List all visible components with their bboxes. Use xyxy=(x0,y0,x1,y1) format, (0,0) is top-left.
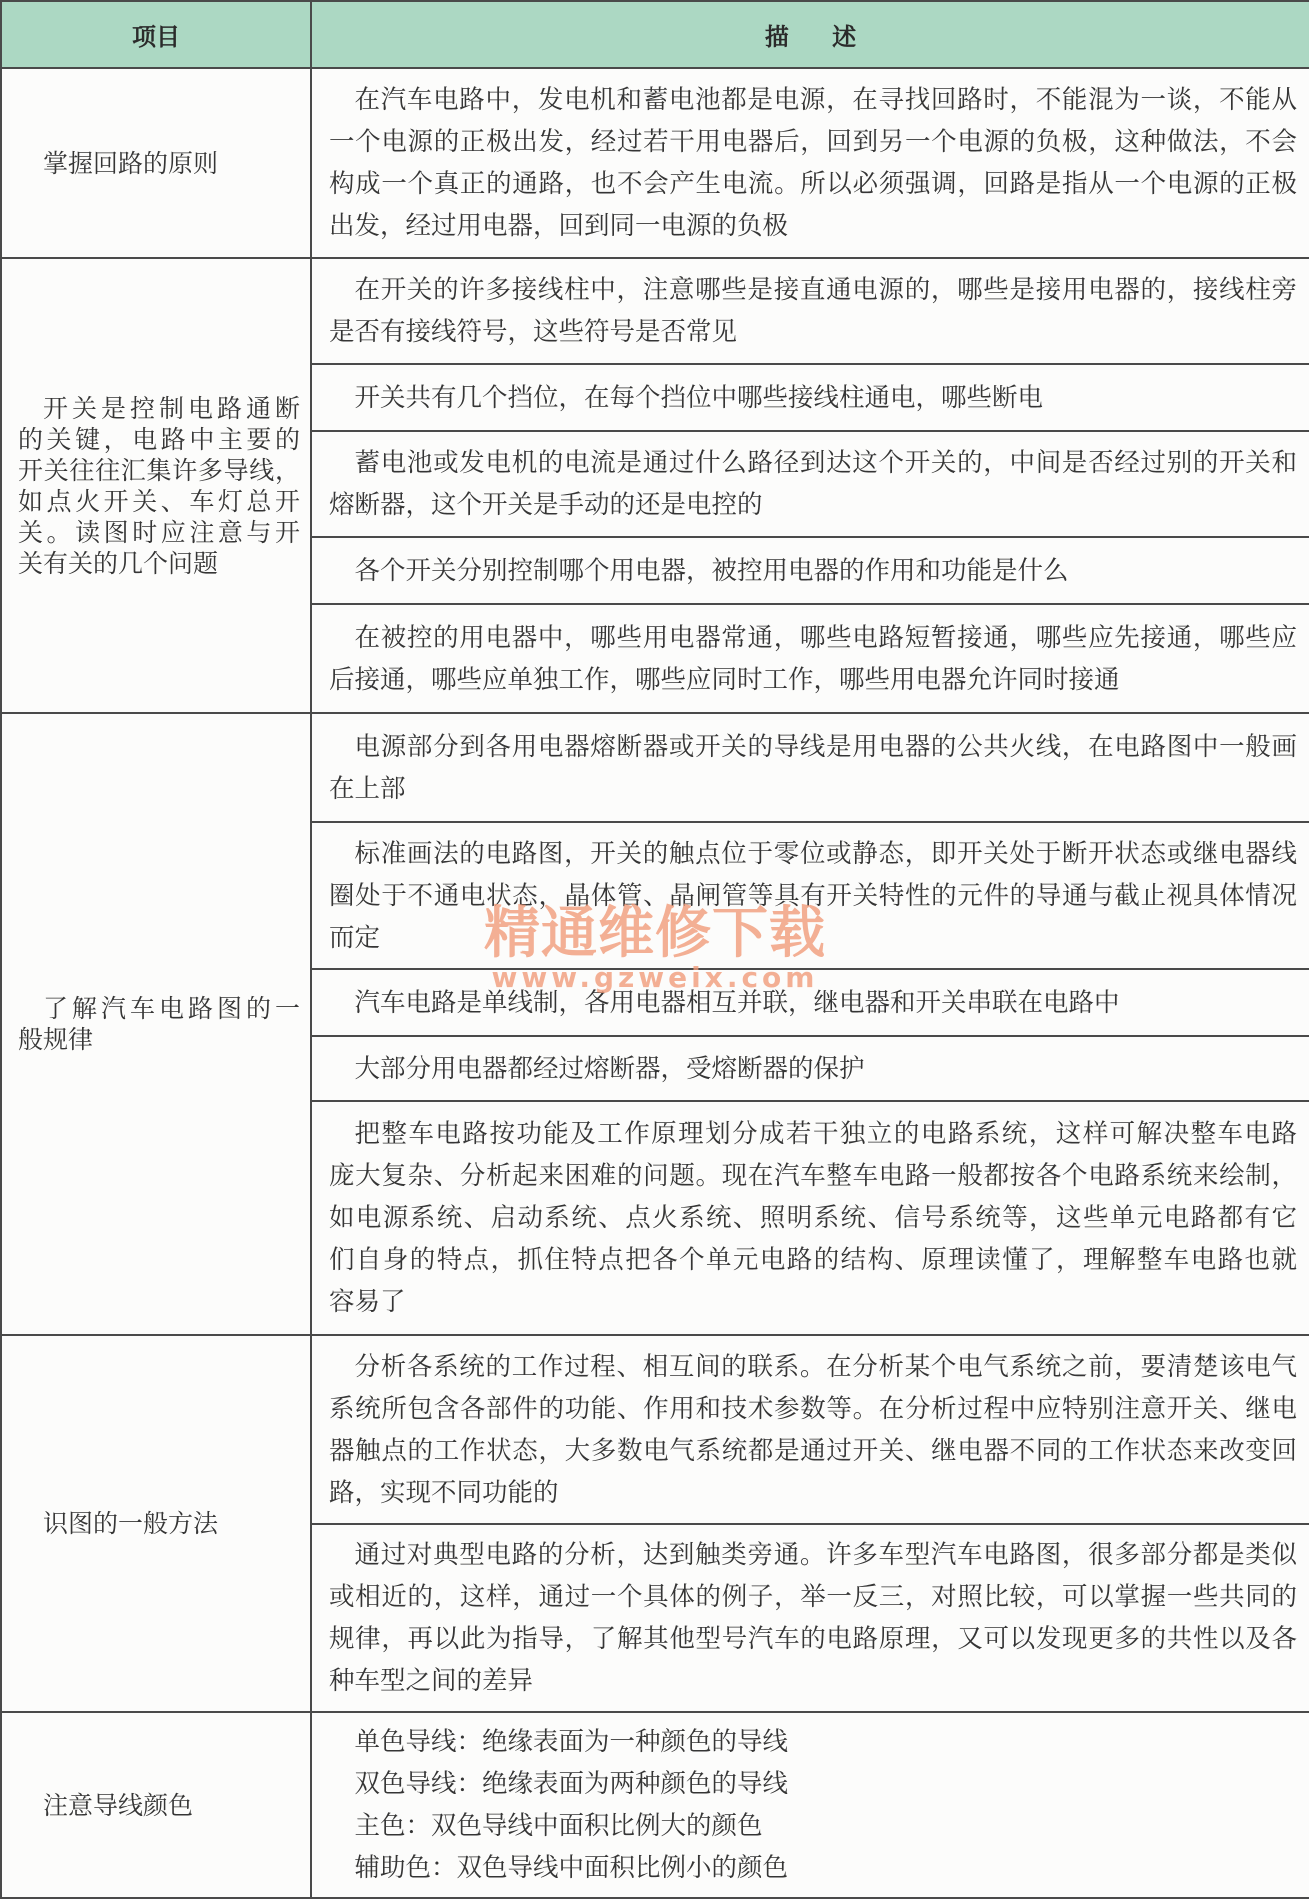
description-cell xyxy=(312,714,1309,823)
text-line: 器触点的工作状态，大多数电气系统都是通过开关、继电器不同的工作状态来改变回 xyxy=(329,1435,1297,1466)
item-cell xyxy=(2,259,312,714)
description-cell xyxy=(312,365,1309,432)
text-line: 主色：双色导线中面积比例大的颜色 xyxy=(354,1811,763,1841)
text-line: 在被控的用电器中，哪些用电器常通，哪些电路短暂接通，哪些应先接通，哪些应 xyxy=(354,622,1297,653)
description-column xyxy=(312,69,1309,259)
item-label: 关。读图时应注意与开 xyxy=(18,517,300,547)
text-line: 电源部分到各用电器熔断器或开关的导线是用电器的公共火线，在电路图中一般画 xyxy=(354,731,1297,762)
text-line: 构成一个真正的通路，也不会产生电流。所以必须强调，回路是指从一个电源的正极 xyxy=(329,169,1297,199)
table-row xyxy=(2,259,1309,714)
description-cell xyxy=(312,1037,1309,1102)
description-cell xyxy=(312,538,1309,605)
text-line: 蓄电池或发电机的电流是通过什么路径到达这个开关的，中间是否经过别的开关和 xyxy=(354,448,1297,478)
text-line: 大部分用电器都经过熔断器，受熔断器的保护 xyxy=(354,1053,865,1084)
text-line: 在汽车电路中，发电机和蓄电池都是电源，在寻找回路时，不能混为一谈，不能从 xyxy=(354,85,1297,115)
description-cell xyxy=(312,1336,1309,1525)
text-line: 在上部 xyxy=(329,773,406,804)
text-line: 汽车电路是单线制，各用电器相互并联，继电器和开关串联在电路中 xyxy=(354,987,1120,1018)
text-line: 出发，经过用电器，回到同一电源的负极 xyxy=(329,211,789,241)
item-label: 识图的一般方法 xyxy=(43,1509,219,1538)
description-cell xyxy=(312,970,1309,1037)
description-column xyxy=(312,259,1309,714)
text-line: 辅助色：双色导线中面积比例小的颜色 xyxy=(354,1853,789,1883)
text-line: 如电源系统、启动系统、点火系统、照明系统、信号系统等，这些单元电路都有它 xyxy=(329,1203,1297,1233)
text-line: 双色导线：绝缘表面为两种颜色的导线 xyxy=(354,1769,789,1799)
description-cell xyxy=(312,605,1309,714)
text-line: 种车型之间的差异 xyxy=(329,1666,534,1696)
text-line: 们自身的特点，抓住特点把各个单元电路的结构、原理读懂了，理解整车电路也就 xyxy=(329,1245,1297,1275)
text-line: 把整车电路按功能及工作原理划分成若干独立的电路系统，这样可解决整车电路 xyxy=(354,1119,1297,1149)
text-line: 分析各系统的工作过程、相互间的联系。在分析某个电气系统之前，要清楚该电气 xyxy=(354,1351,1297,1382)
text-line: 单色导线：绝缘表面为一种颜色的导线 xyxy=(354,1727,789,1757)
text-line: 各个开关分别控制哪个用电器，被控用电器的作用和功能是什么 xyxy=(354,555,1069,586)
header-row xyxy=(2,2,1309,69)
item-label: 般规律 xyxy=(18,1025,94,1054)
text-line: 开关共有几个挡位，在每个挡位中哪些接线柱通电，哪些断电 xyxy=(354,382,1044,413)
watermark-url: www.gzweix.com xyxy=(491,961,819,994)
header-item-cell: 项目 xyxy=(2,2,312,67)
header-description-cell: 描述 xyxy=(764,23,900,51)
table-row xyxy=(2,714,1309,1336)
text-line: 而定 xyxy=(329,922,381,953)
text-line: 容易了 xyxy=(329,1287,406,1317)
text-line: 规律，再以此为指导，了解其他型号汽车的电路原理，又可以发现更多的共性以及各 xyxy=(329,1624,1297,1654)
description-column xyxy=(312,1336,1309,1713)
item-label: 的关键，电路中主要的 xyxy=(18,424,300,454)
text-line: 庞大复杂、分析起来困难的问题。现在汽车整车电路一般都按各个电路系统来绘制， xyxy=(329,1161,1297,1191)
description-column xyxy=(312,714,1309,1336)
text-line: 标准画法的电路图，开关的触点位于零位或静态，即开关处于断开状态或继电器线 xyxy=(354,838,1297,869)
text-line: 圈处于不通电状态，晶体管、晶闸管等具有开关特性的元件的导通与截止视具体情况 xyxy=(329,880,1297,911)
item-label: 注意导线颜色 xyxy=(43,1790,194,1820)
table-row xyxy=(2,1336,1309,1713)
description-cell xyxy=(312,1525,1309,1713)
description-cell xyxy=(312,1102,1309,1336)
text-line: 路，实现不同功能的 xyxy=(329,1477,559,1508)
description-cell xyxy=(312,69,1309,259)
description-cell xyxy=(312,823,1309,970)
item-label: 了解汽车电路图的一 xyxy=(43,994,300,1023)
item-label: 如点火开关、车灯总开 xyxy=(18,486,300,516)
text-line: 在开关的许多接线柱中，注意哪些是接直通电源的，哪些是接用电器的，接线柱旁 xyxy=(354,275,1297,305)
item-cell xyxy=(2,1336,312,1713)
item-label: 掌握回路的原则 xyxy=(43,148,219,178)
table-row xyxy=(2,1713,1309,1899)
item-cell xyxy=(2,69,312,259)
text-line: 通过对典型电路的分析，达到触类旁通。许多车型汽车电路图，很多部分都是类似 xyxy=(354,1540,1297,1570)
description-column xyxy=(312,1713,1309,1899)
item-label: 关有关的几个问题 xyxy=(18,548,219,578)
text-line: 一个电源的正极出发，经过若干用电器后，回到另一个电源的负极，这种做法，不会 xyxy=(329,127,1297,157)
description-cell xyxy=(312,1713,1309,1899)
watermark-title: 精通维修下载 xyxy=(484,901,826,966)
item-label: 开关往往汇集许多导线， xyxy=(18,455,300,485)
item-cell xyxy=(2,1713,312,1899)
item-cell xyxy=(2,714,312,1336)
text-line: 或相近的，这样，通过一个具体的例子，举一反三，对照比较，可以掌握一些共同的 xyxy=(329,1582,1297,1612)
text-line: 是否有接线符号，这些符号是否常见 xyxy=(329,317,738,347)
text-line: 熔断器，这个开关是手动的还是电控的 xyxy=(329,490,763,520)
text-line: 系统所包含各部件的功能、作用和技术参数等。在分析过程中应特别注意开关、继电 xyxy=(329,1393,1297,1424)
description-cell xyxy=(312,432,1309,538)
item-label: 开关是控制电路通断 xyxy=(43,393,300,423)
table-row xyxy=(2,69,1309,259)
text-line: 后接通，哪些应单独工作，哪些应同时工作，哪些用电器允许同时接通 xyxy=(329,664,1120,695)
description-cell xyxy=(312,259,1309,365)
